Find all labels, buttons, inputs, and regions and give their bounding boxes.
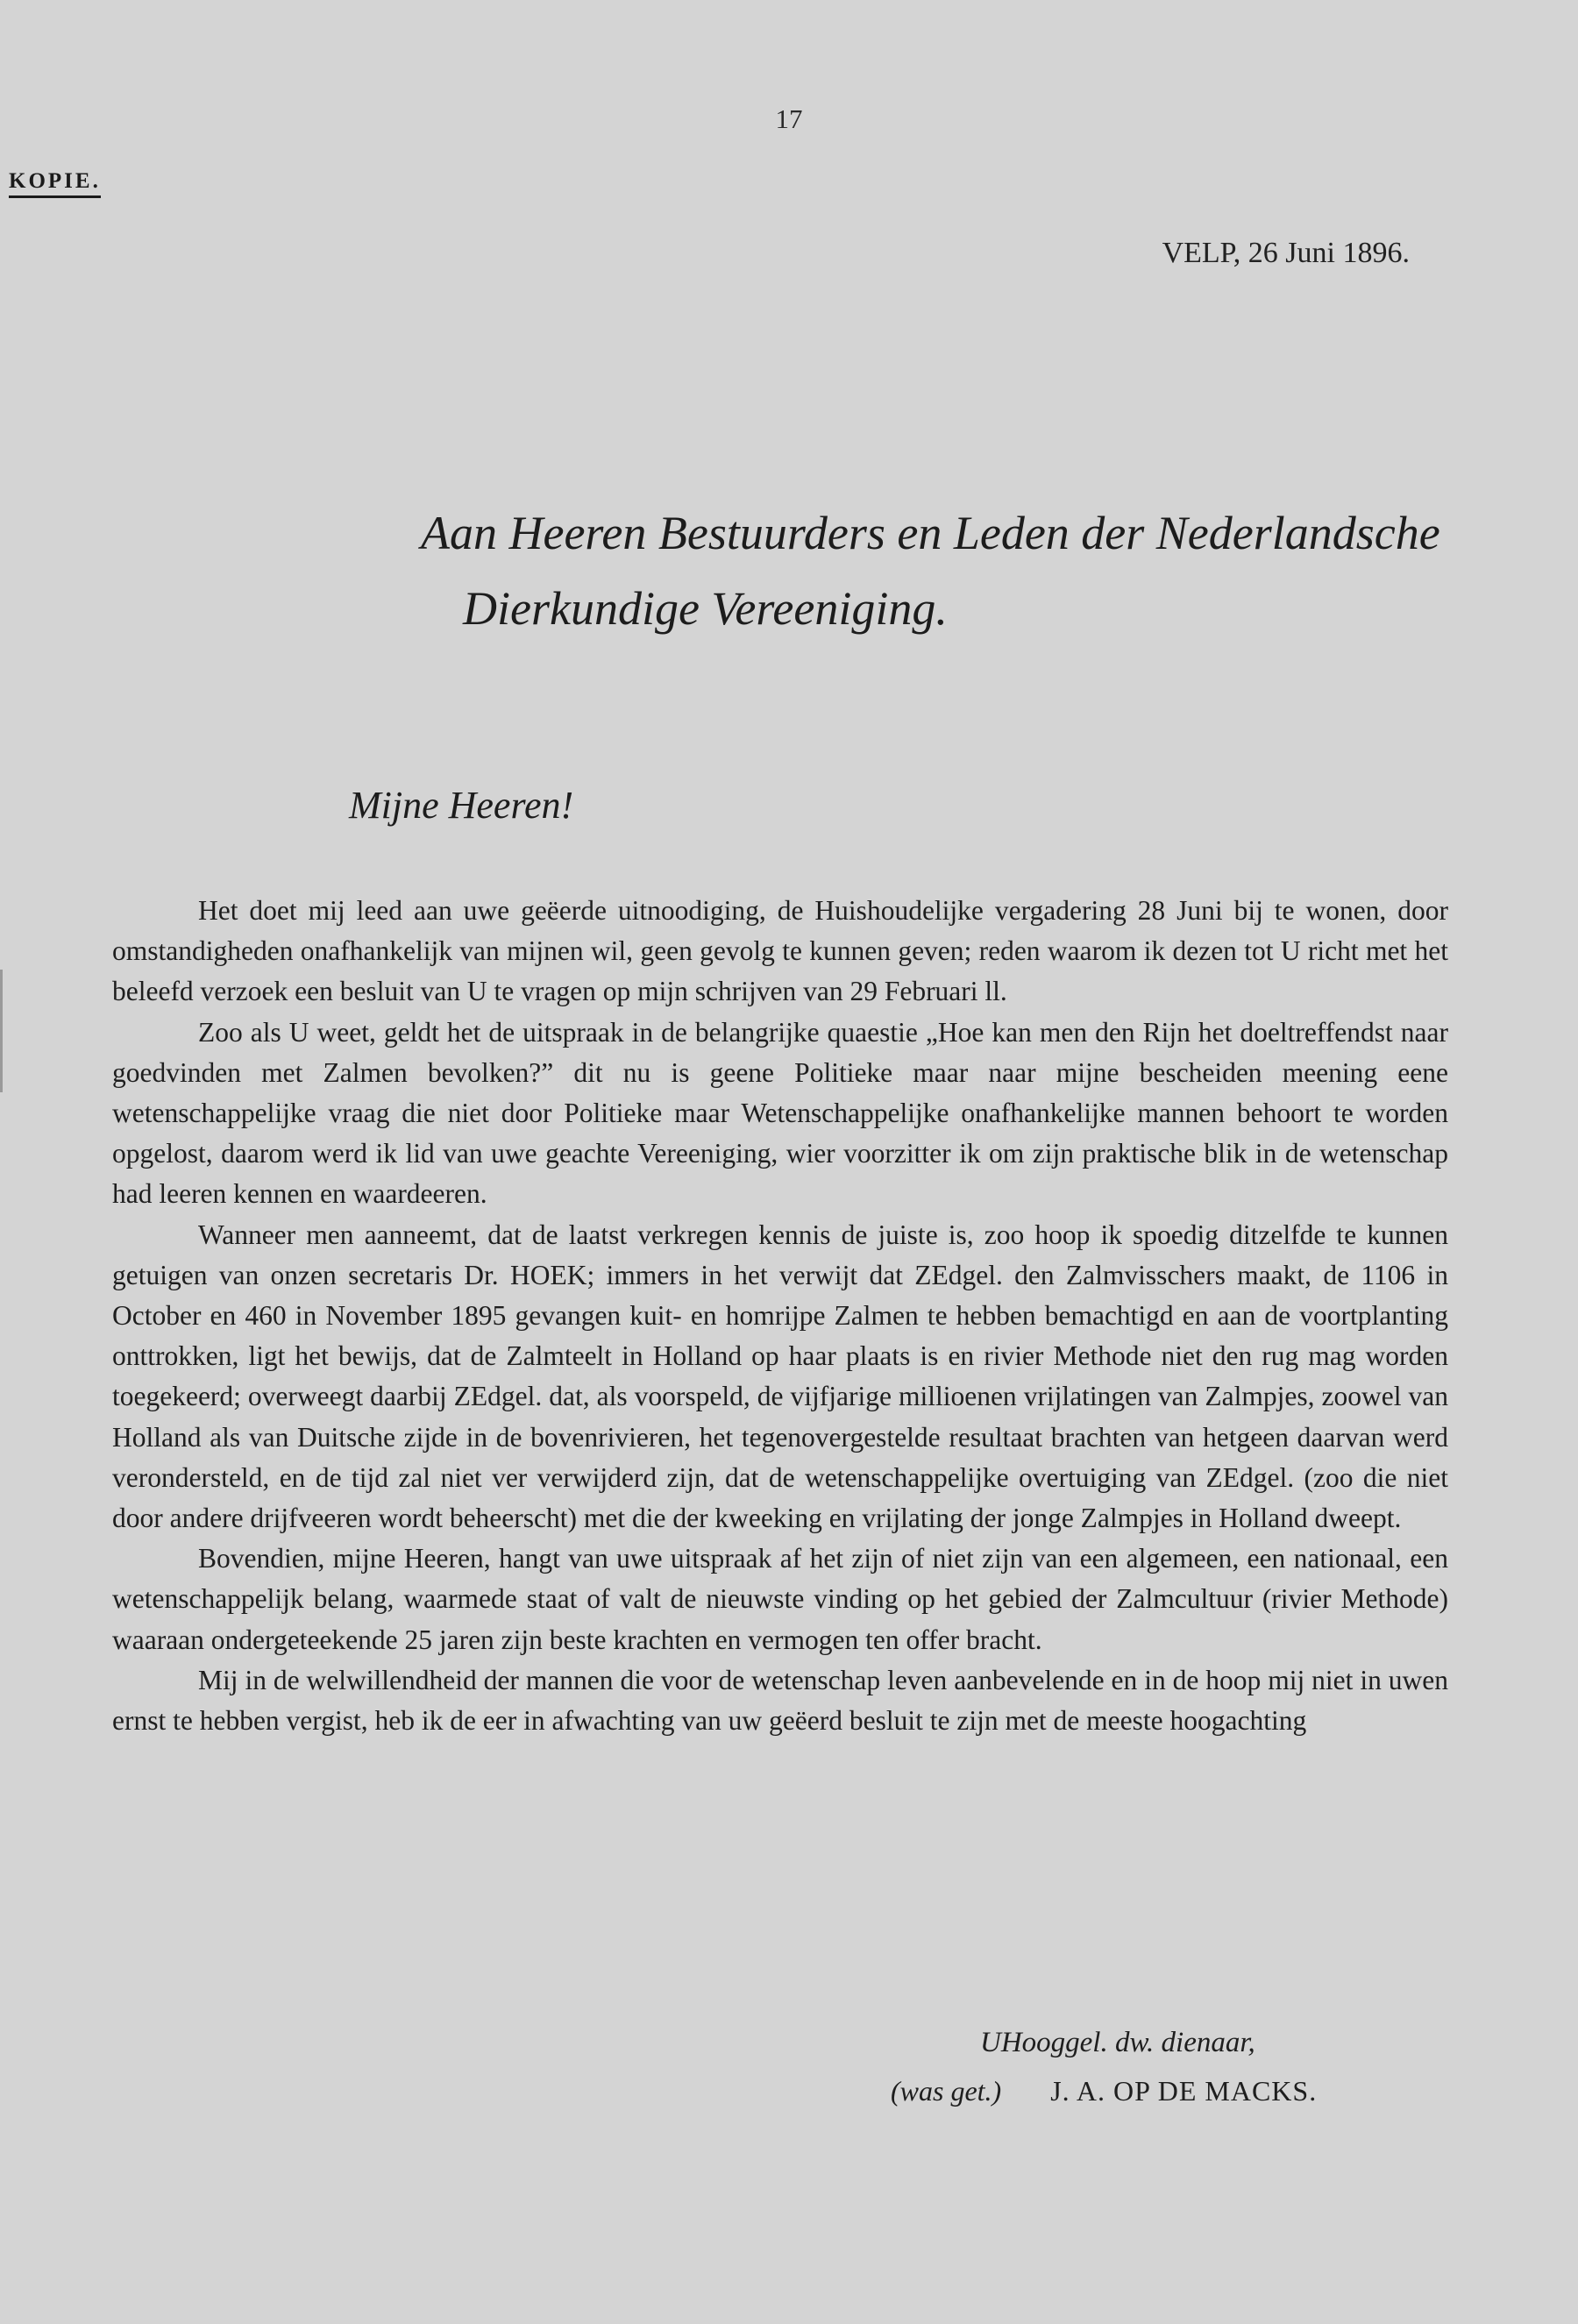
paragraph-5: Mij in de welwillendheid der mannen die voor de wetenschap leven aanbevelende en in de hoop mij niet in uwen ernst te hebben vergist, heb ik de eer in afwachting van uw geëerd besluit te zijn met de meeste hoogachting [112, 1664, 1448, 1737]
address-line-2: Dierkundige Vereeniging. [463, 582, 948, 635]
letter-body [112, 891, 1448, 1741]
margin-mark [0, 970, 3, 1092]
signer-name: J. A. OP DE MACKS. [1050, 2075, 1318, 2107]
paragraph-4: Bovendien, mijne Heeren, hangt van uwe uitspraak af het zijn of niet zijn van een algemeen, een nationaal, een wetenschappelijk belang, waarmede staat of valt de nieuwste vinding op het gebied der Zalmcultuur (rivier Methode) waaraan ondergeteekende 25 jaren zijn beste krachten en vermogen ten offer bracht. [112, 1543, 1448, 1655]
greeting: Mijne Heeren! [349, 784, 574, 827]
paragraph-1: Het doet mij leed aan uwe geëerde uitnoodiging, de Huishoudelijke vergadering 28 Juni bij te wonen, door omstandigheden onafhankelijk van mijnen wil, geen gevolg te kunnen geven; reden waarom ik dezen tot U richt met het beleefd verzoek een besluit van U te vragen op mijn schrijven van 29 Februari ll. [112, 895, 1448, 1007]
paragraph-3: Wanneer men aanneemt, dat de laatst verkregen kennis de juiste is, zoo hoop ik spoedig ditzelfde te kunnen getuigen van onzen secretaris Dr. HOEK; immers in het verwijt dat ZEdgel. den Zalmvisschers maakt, de 1106 in October en 460 in November 1895 gevangen kuit- en homrijpe Zalmen te hebben bemachtigd en aan de voortplanting onttrokken, ligt het bewijs, dat de Zalmteelt in Holland op haar plaats is en rivier Methode niet den rug mag worden toegekeerd; overweegt daarbij ZEdgel. dat, als voorspeld, de vijfjarige millioenen vrijlatingen van Zalmpjes, zoowel van Holland als van Duitsche zijde in de bovenrivieren, het tegenovergestelde resultaat brachten van hetgeen daarvan werd verondersteld, en de tijd zal niet ver verwijderd zijn, dat de wetenschappelijke overtuiging van ZEdgel. (zoo die niet door andere drijfveeren wordt beheerscht) met die der kweeking en vrijlating der jonge Zalmpjes in Holland dweept. [112, 1219, 1448, 1534]
address-line-1: Aan Heeren Bestuurders en Leden der Nederlandsche [421, 507, 1440, 559]
closing-line: UHooggel. dw. dienaar, [980, 2027, 1255, 2058]
dateline: VELP, 26 Juni 1896. [1162, 237, 1410, 269]
signature-line [891, 2075, 1317, 2107]
address-block [421, 495, 1473, 646]
paragraph-2: Zoo als U weet, geldt het de uitspraak in de belangrijke quaestie „Hoe kan men den Rijn het doeltreffendst naar goedvinden met Zalmen bevolken?” dit nu is geene Politieke maar naar mijne bescheiden meening eene wetenschappelijke vraag die niet door Politieke maar Wetenschappelijke onafhankelijke mannen behoort te worden opgelost, daarom werd ik lid van uwe geachte Vereeniging, wier voorzitter ik om zijn praktische blik in de wetenschap had leeren kennen en waardeeren. [112, 1016, 1448, 1210]
kopie-label: KOPIE. [9, 169, 101, 198]
was-get-note: (was get.) [891, 2075, 1002, 2107]
page-number: 17 [775, 103, 803, 134]
